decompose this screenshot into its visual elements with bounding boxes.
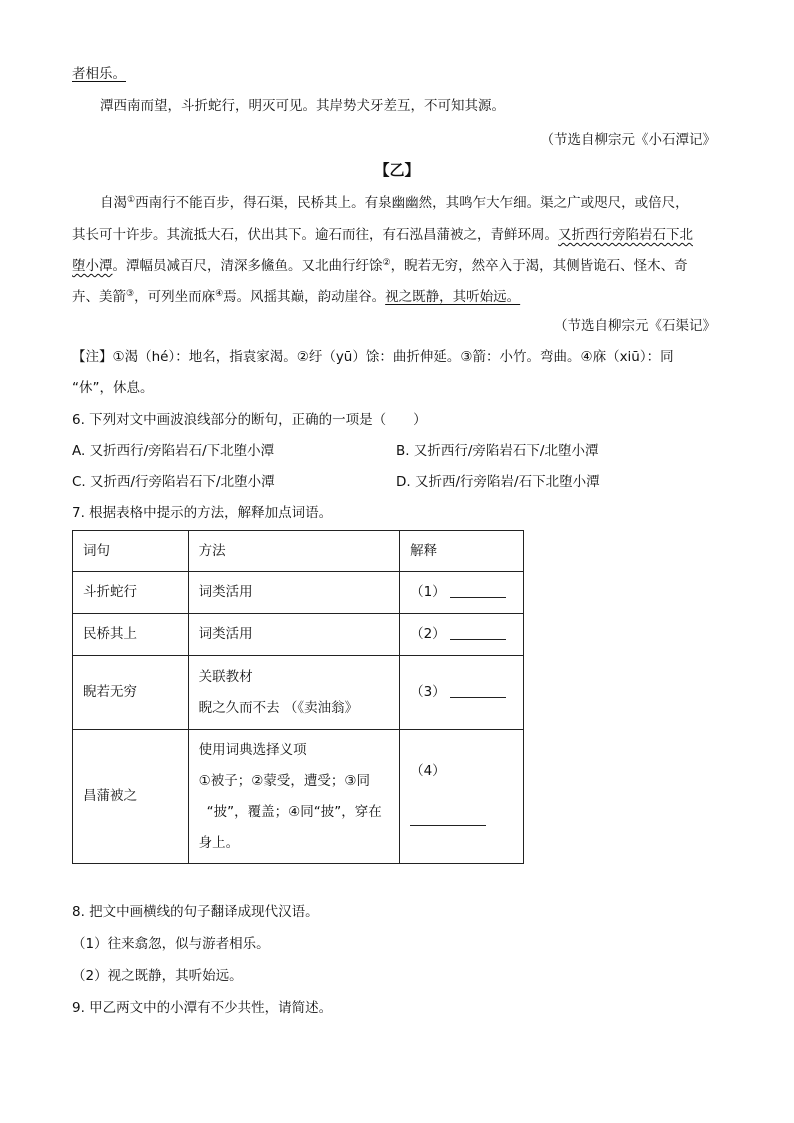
answer-label: （4）: [410, 762, 446, 779]
answer-blank[interactable]: [450, 583, 506, 598]
passage-a-line-2: 潭西南而望，斗折蛇行，明灭可见。其岸势犬牙差互，不可知其源。: [100, 98, 505, 114]
wavy-underlined-text: 堕小潭: [72, 258, 113, 274]
question-8-stem: 8. 把文中画横线的句子翻译成现代汉语。: [72, 904, 319, 920]
answer-label: （1）: [410, 584, 446, 600]
method-line: 睨之久而不去 （《卖油翁》: [198, 699, 359, 716]
table-header-cell: 词句: [73, 531, 189, 572]
answer-cell[interactable]: [400, 730, 524, 864]
passage-b-line-2: [72, 225, 693, 245]
underlined-sentence: 视之既静，其听始远。: [385, 289, 521, 305]
note-marker-3: ③: [126, 289, 135, 299]
notes-line-2: “休”，休息。: [72, 380, 154, 396]
question-8-sentence-1: （1）往来翕忽，似与游者相乐。: [72, 936, 270, 952]
passage-b-line-3: [72, 256, 688, 276]
passage-b-heading: 【乙】: [374, 161, 420, 179]
passage-b-text: 焉。风摇其巅，韵动崖谷。: [223, 289, 386, 305]
table-row: [73, 656, 524, 730]
question-6-stem: 6. 下列对文中画波浪线部分的断句，正确的一项是（ ）: [72, 412, 427, 428]
method-line: ①被子；②蒙受，遭受；③同: [198, 772, 370, 789]
method-line: 关联教材: [198, 668, 253, 685]
question-6-option-b[interactable]: B. 又折西行/旁陷岩石下/北堕小潭: [396, 443, 599, 459]
wavy-underlined-text: 又折西行旁陷岩石下北: [558, 227, 693, 243]
passage-b-source: （节选自柳宗元《石渠记》: [554, 318, 716, 334]
notes-line-1: 【注】①渴（hé）：地名，指袁家渴。②纡（yū）馀：曲折伸延。③箭：小竹。弯曲。④庥（xiū）：同: [72, 349, 674, 365]
question-9-stem: 9. 甲乙两文中的小潭有不少共性，请简述。: [72, 1000, 333, 1016]
answer-blank[interactable]: [450, 625, 506, 640]
phrase-cell: 民桥其上: [73, 614, 189, 656]
method-line: “披”，覆盖；④同“披”，穿在: [206, 803, 382, 820]
passage-a-source: （节选自柳宗元《小石潭记》: [540, 132, 716, 148]
note-marker-1: ①: [127, 195, 136, 205]
answer-blank[interactable]: [450, 683, 506, 698]
question-8-sentence-2: （2）视之既静，其听始远。: [72, 968, 243, 984]
question-6-option-a[interactable]: A. 又折西行/旁陷岩石/下北堕小潭: [72, 443, 275, 459]
passage-b-text: ，可列坐而庥: [134, 289, 216, 305]
method-cell: [188, 656, 399, 730]
passage-b-line-4: [72, 287, 520, 307]
table-row: [73, 730, 524, 864]
table-row: [73, 572, 524, 614]
phrase-cell: 昌蒲被之: [73, 730, 189, 864]
note-marker-2: ②: [382, 258, 391, 268]
answer-cell[interactable]: [400, 656, 524, 730]
passage-b-text: 卉、美箭: [72, 289, 126, 305]
method-cell: [188, 730, 399, 864]
answer-cell[interactable]: [400, 614, 524, 656]
passage-b-text: 其长可十许步。其流抵大石，伏出其下。逾石而往，有石泓昌蒲被之，青鲜环周。: [72, 227, 558, 243]
note-marker-4: ④: [215, 289, 224, 299]
question-7-table: [72, 530, 524, 864]
method-cell: 词类活用: [188, 614, 399, 656]
table-header-row: [73, 531, 524, 572]
answer-label: （3）: [410, 684, 446, 700]
passage-b-line-1: [100, 193, 689, 213]
passage-b-text: 西南行不能百步，得石渠，民桥其上。有泉幽幽然，其鸣乍大乍细。渠之广或咫尺，或倍尺，: [135, 195, 689, 211]
answer-label: （2）: [410, 626, 446, 642]
method-line: 身上。: [198, 834, 240, 851]
question-6-option-d[interactable]: D. 又折西/行旁陷岩/石下北堕小潭: [396, 474, 600, 490]
passage-a-line-1: [72, 64, 126, 84]
answer-cell[interactable]: [400, 572, 524, 614]
table-header-cell: 解释: [400, 531, 524, 572]
passage-b-text: ，睨若无穷，然卒入于渴，其侧皆诡石、怪木、奇: [390, 258, 688, 274]
question-6-option-c[interactable]: C. 又折西/行旁陷岩石下/北堕小潭: [72, 474, 275, 490]
method-cell: 词类活用: [188, 572, 399, 614]
table-header-cell: 方法: [188, 531, 399, 572]
question-7-stem: 7. 根据表格中提示的方法，解释加点词语。: [72, 505, 333, 521]
passage-b-text: 。潭幅员减百尺，清深多鯈鱼。又北曲行纡馀: [112, 258, 383, 274]
phrase-cell: 睨若无穷: [73, 656, 189, 730]
answer-blank[interactable]: [410, 811, 486, 826]
underlined-sentence-end: 者相乐。: [72, 66, 126, 82]
method-line: 使用词典选择义项: [198, 741, 307, 758]
passage-b-text: 自渴: [100, 195, 127, 211]
table-row: [73, 614, 524, 656]
phrase-cell: 斗折蛇行: [73, 572, 189, 614]
